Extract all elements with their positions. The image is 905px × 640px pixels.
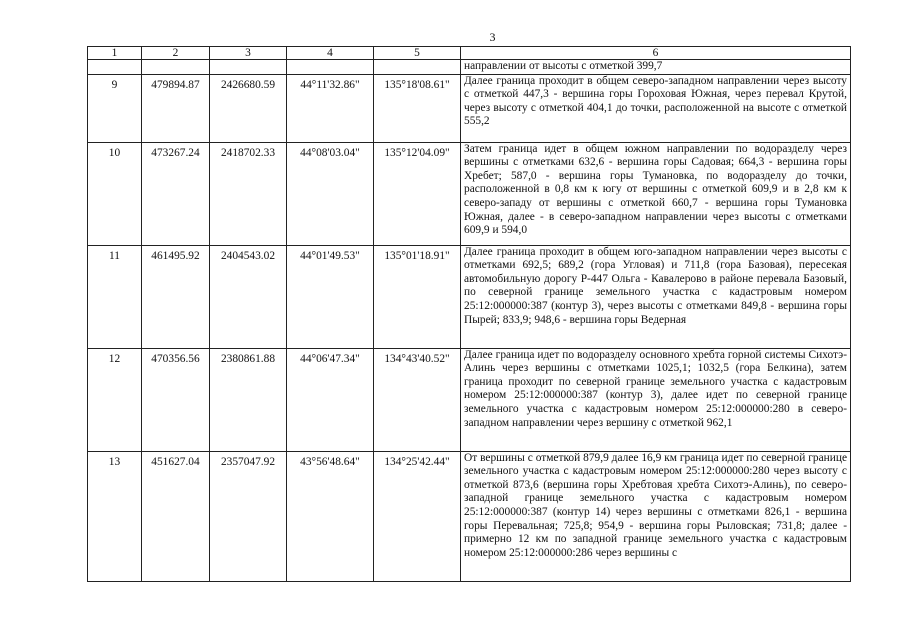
latitude: 44°11'32.86" [287,74,374,142]
table-row [88,74,851,142]
description-cell: Затем граница идет в общем южном направлении по водоразделу через вершины с отметками 632,6 - вершина горы Садовая; 664,3 - вершина горы Хребет; 587,0 - вершина горы Тумановка, по водоразделу до точки, расположенной в 0,8 км к югу от вершины с отметкой 609,9 и в 2,8 км к северо-западу от вершины с отметкой 660,7 - вершина горы Тумановка Южная, далее - в северо-западном направлении через высоты с отметками 609,9 и 594,0 [461,142,851,245]
coord-y: 2404543.02 [210,245,287,348]
latitude: 43°56'48.64" [287,451,374,581]
longitude: 134°25'42.44" [374,451,461,581]
table-row [88,245,851,348]
point-number: 13 [88,451,142,581]
point-number: 9 [88,74,142,142]
header-cell: 1 [88,47,142,60]
longitude: 135°01'18.91" [374,245,461,348]
coord-x: 451627.04 [142,451,210,581]
page-number: 3 [489,30,496,44]
coord-y: 2357047.92 [210,451,287,581]
coord-x: 470356.56 [142,348,210,451]
header-cell: 3 [210,47,287,60]
coord-x: 461495.92 [142,245,210,348]
header-cell: 6 [461,47,851,60]
header-cell: 5 [374,47,461,60]
latitude: 44°08'03.04" [287,142,374,245]
longitude: 134°43'40.52" [374,348,461,451]
latitude: 44°06'47.34" [287,348,374,451]
latitude: 44°01'49.53" [287,245,374,348]
table-row [88,451,851,581]
coord-x: 479894.87 [142,74,210,142]
coord-y: 2418702.33 [210,142,287,245]
coord-x: 473267.24 [142,142,210,245]
coord-y: 2426680.59 [210,74,287,142]
table-row [88,142,851,245]
description-cell: Далее граница проходит в общем северо-западном направлении через высоту с отметкой 447,3 - вершина горы Гороховая Южная, через перевал Крутой, через высоту с отметкой 404,1 до точки, расположенной на высоте с отметкой 555,2 [461,74,851,142]
header-cell: 4 [287,47,374,60]
longitude: 135°18'08.61" [374,74,461,142]
longitude: 135°12'04.09" [374,142,461,245]
header-row [88,47,851,60]
table-row [88,348,851,451]
description-cell: направлении от высоты с отметкой 399,7 [461,60,851,75]
table-row [88,60,851,75]
point-number: 11 [88,245,142,348]
header-cell: 2 [142,47,210,60]
description-cell: Далее граница проходит в общем юго-западном направлении через высоты с отметками 692,5; 689,2 (гора Угловая) и 711,8 (гора Базовая), пересекая автомобильную дорогу Р-447 Ольга - Кавалерово в районе перевала Базовый, по северной границе земельного участка с кадастровым номером 25:12:000000:387 (контур 3), через высоты с отметками 849,8 - вершина горы Пырей; 833,9; 948,6 - вершина горы Ведерная [461,245,851,348]
boundary-table [87,46,851,582]
description-cell: Далее граница идет по водоразделу основного хребта горной системы Сихотэ-Алинь через вершины с отметками 1025,1; 1032,5 (гора Белкина), затем граница проходит по северной границе земельного участка с кадастровым номером 25:12:000000:387 (контур 3), далее идет по северной границе земельного участка с кадастровым номером 25:12:000000:280 в северо-западном направлении через вершину с отметкой 962,1 [461,348,851,451]
coord-y: 2380861.88 [210,348,287,451]
point-number: 10 [88,142,142,245]
point-number: 12 [88,348,142,451]
description-cell: От вершины с отметкой 879,9 далее 16,9 км граница идет по северной границе земельного участка с кадастровым номером 25:12:000000:280 через высоту с отметкой 873,6 (вершина горы Хребтовая хребта Сихотэ-Алинь), по северо-западной границе земельного участка с кадастровым номером 25:12:000000:387 (контур 14) через вершины с отметками 826,1 - вершина горы Перевальная; 725,8; 954,9 - вершина горы Рыловская; 731,8; далее - примерно 12 км по западной границе земельного участка с кадастровым номером 25:12:000000:286 через вершины с [461,451,851,581]
